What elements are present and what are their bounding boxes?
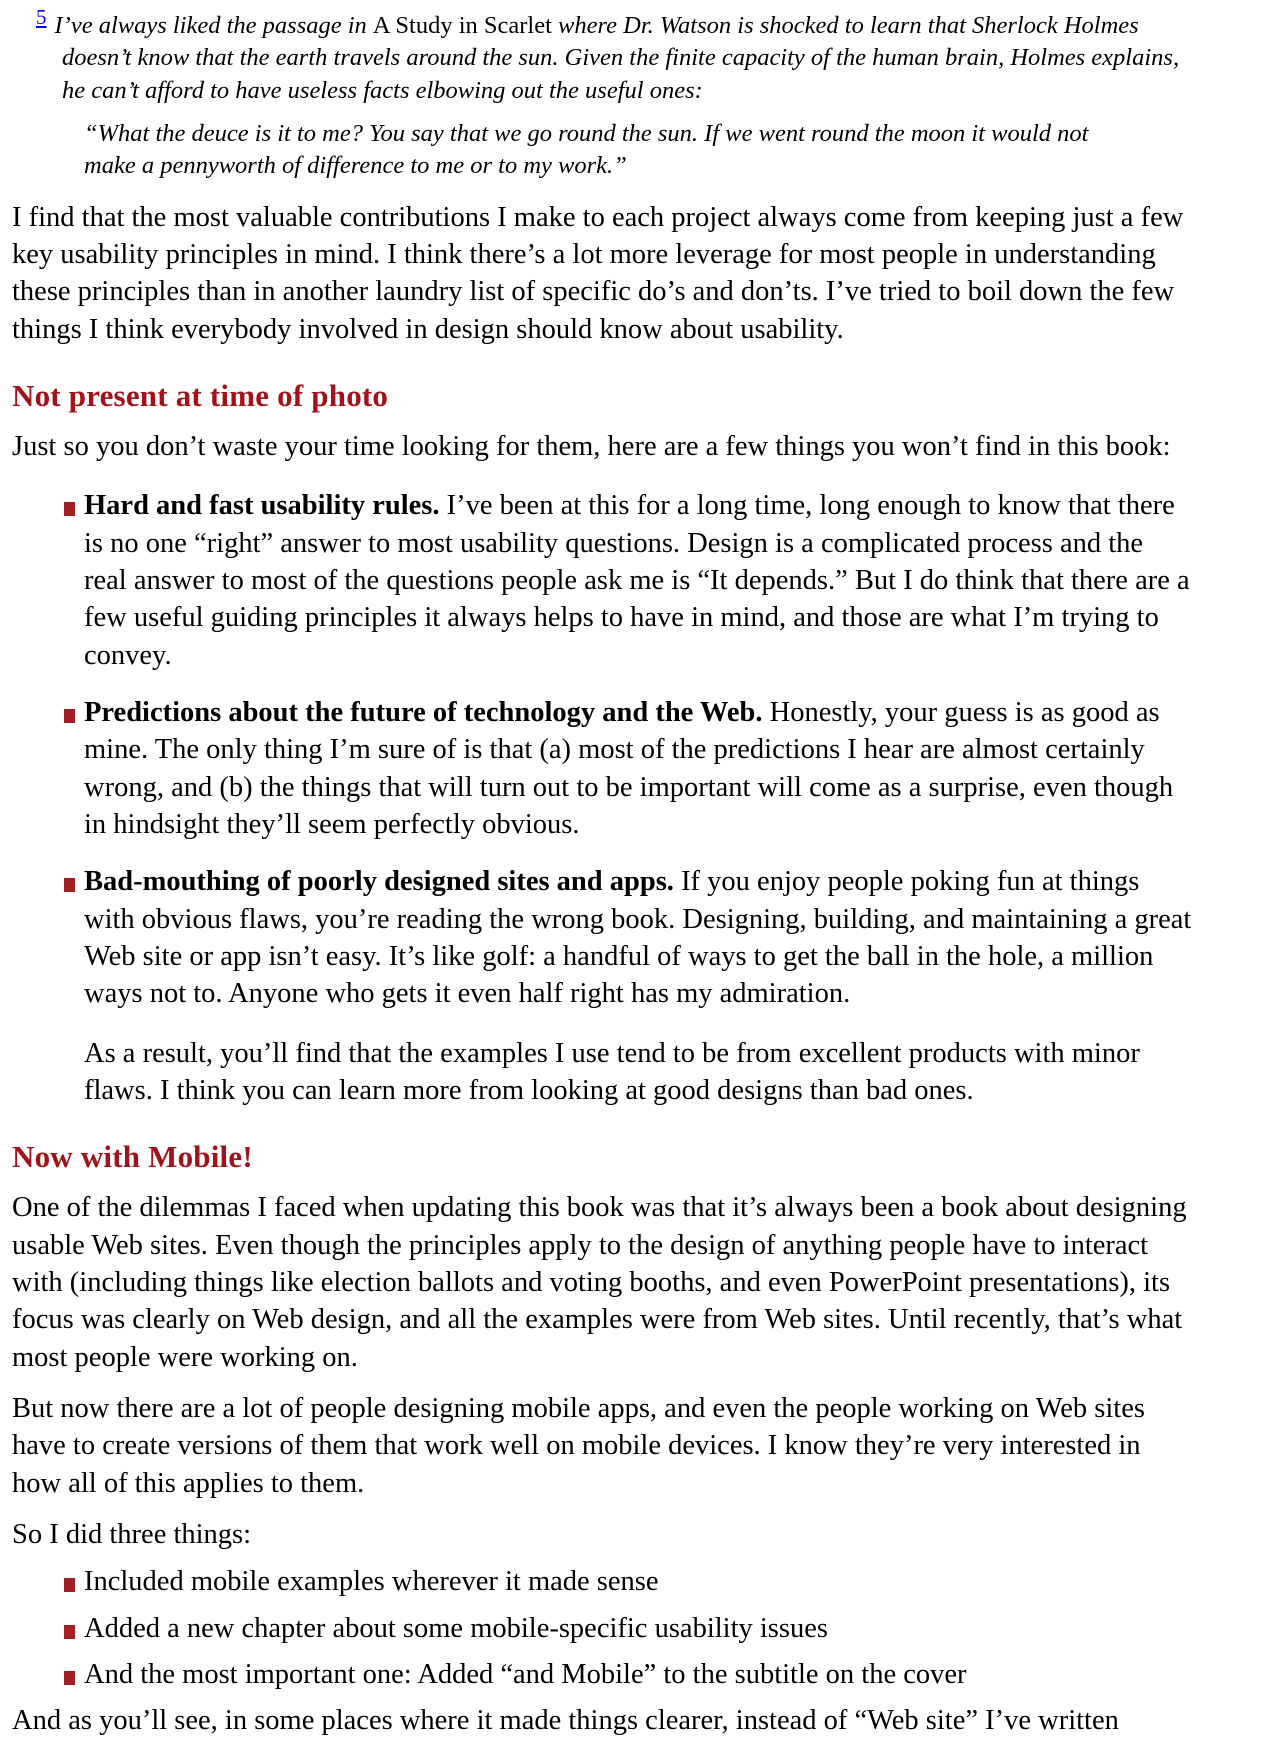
bullet-square-icon (64, 1578, 75, 1592)
bullet-lead: Hard and fast usability rules. (84, 490, 440, 522)
list-item (12, 1656, 1192, 1693)
section1-lead-paragraph: Just so you don’t waste your time looking for them, here are a few things you won’t find in this book: (12, 430, 1171, 462)
heading-now-with-mobile: Now with Mobile! (12, 1139, 253, 1175)
bullet-followup-paragraph: As a result, you’ll find that the examples I use tend to be from excellent products with minor flaws. I think you can learn more from looking at good designs than bad ones. (84, 1037, 1140, 1106)
bullet-body: Honestly, your guess is as good as mine. The only thing I’m sure of is that (a) most of the predictions I hear are almost certainly wrong, and (b) the things that will turn out to be important will come as a surprise, even though in hindsight they’ll seem perfectly obvious. (84, 696, 1174, 840)
footnote-quote: “What the deuce is it to me? You say that we go round the sun. If we went round the moon it would not make a pennyworth of difference to me or to my work.” (84, 119, 1089, 179)
footnote-text (36, 5, 1192, 107)
heading-not-present-at-time-of-photo: Not present at time of photo (12, 377, 389, 413)
bullet-square-icon (64, 709, 75, 723)
closing-paragraph: And as you’ll see, in some places where it made things clearer, instead of “Web site” I’ve written (12, 1705, 1119, 1737)
bullet-body: If you enjoy people poking fun at things with obvious flaws, you’re reading the wrong book. Designing, building, and maintaining a great Web site or app isn’t easy. It’s like golf: a handful of ways to get the ball in the hole, a million ways not to. Anyone who gets it even half right has my admiration. (84, 866, 1192, 1010)
bullet-square-icon (64, 1671, 75, 1685)
bullet-square-icon (64, 1625, 75, 1639)
bullet-body: And the most important one: Added “and Mobile” to the subtitle on the cover (84, 1658, 967, 1690)
footnote-book-title: A Study in Scarlet (372, 12, 552, 39)
section2-paragraph-2: But now there are a lot of people designing mobile apps, and even the people working on Web sites have to create versions of them that work well on mobile devices. I know they’re very interested in how all of this applies to them. (12, 1392, 1145, 1499)
list-item (12, 487, 1192, 674)
bullet-body: I’ve been at this for a long time, long enough to know that there is no one “right” answer to most usability questions. Design is a complicated process and the real answer to most of the questions people ask me is “It depends.” But I do think that there are a few useful guiding principles it always helps to have in mind, and those are what I’m trying to convey. (84, 490, 1190, 671)
list-item (12, 863, 1192, 1012)
bullet-body: Added a new chapter about some mobile-specific usability issues (84, 1612, 828, 1644)
bullet-lead: Bad-mouthing of poorly designed sites and apps. (84, 866, 674, 898)
bullet-lead: Predictions about the future of technology and the Web. (84, 696, 763, 728)
footnote-part2: where Dr. Watson is shocked to learn that Sherlock Holmes doesn’t know that the earth travels around the sun. Given the finite capacity of the human brain, Holmes explains, he can’t afford to have useless facts elbowing out the useful ones: (62, 12, 1180, 104)
three-things-list (12, 1563, 1192, 1693)
section2-paragraph-3: So I did three things: (12, 1518, 252, 1550)
bullet-square-icon (64, 878, 75, 892)
footnote (36, 5, 1192, 182)
intro-paragraph: I find that the most valuable contributions I make to each project always come from keeping just a few key usability principles in mind. I think there’s a lot more leverage for most people in understanding these principles than in another laundry list of specific do’s and don’ts. I’ve tried to boil down the few things I think everybody involved in design should know about usability. (12, 201, 1184, 345)
list-item (12, 1610, 1192, 1647)
bullet-square-icon (64, 502, 75, 516)
list-item (12, 694, 1192, 843)
list-item (12, 1563, 1192, 1600)
bullet-body: Included mobile examples wherever it made sense (84, 1566, 659, 1598)
footnote-marker-link[interactable]: 5 (36, 5, 47, 29)
section2-paragraph-1: One of the dilemmas I faced when updating this book was that it’s always been a book about designing usable Web sites. Even though the principles apply to the design of anything people have to interact with (including things like election ballots and voting booths, and even PowerPoint presentations), its focus was clearly on Web design, and all the examples were from Web sites. Until recently, that’s what most people were working on. (12, 1192, 1187, 1373)
not-present-list (12, 487, 1192, 1012)
footnote-part1: I’ve always liked the passage in (54, 12, 373, 39)
